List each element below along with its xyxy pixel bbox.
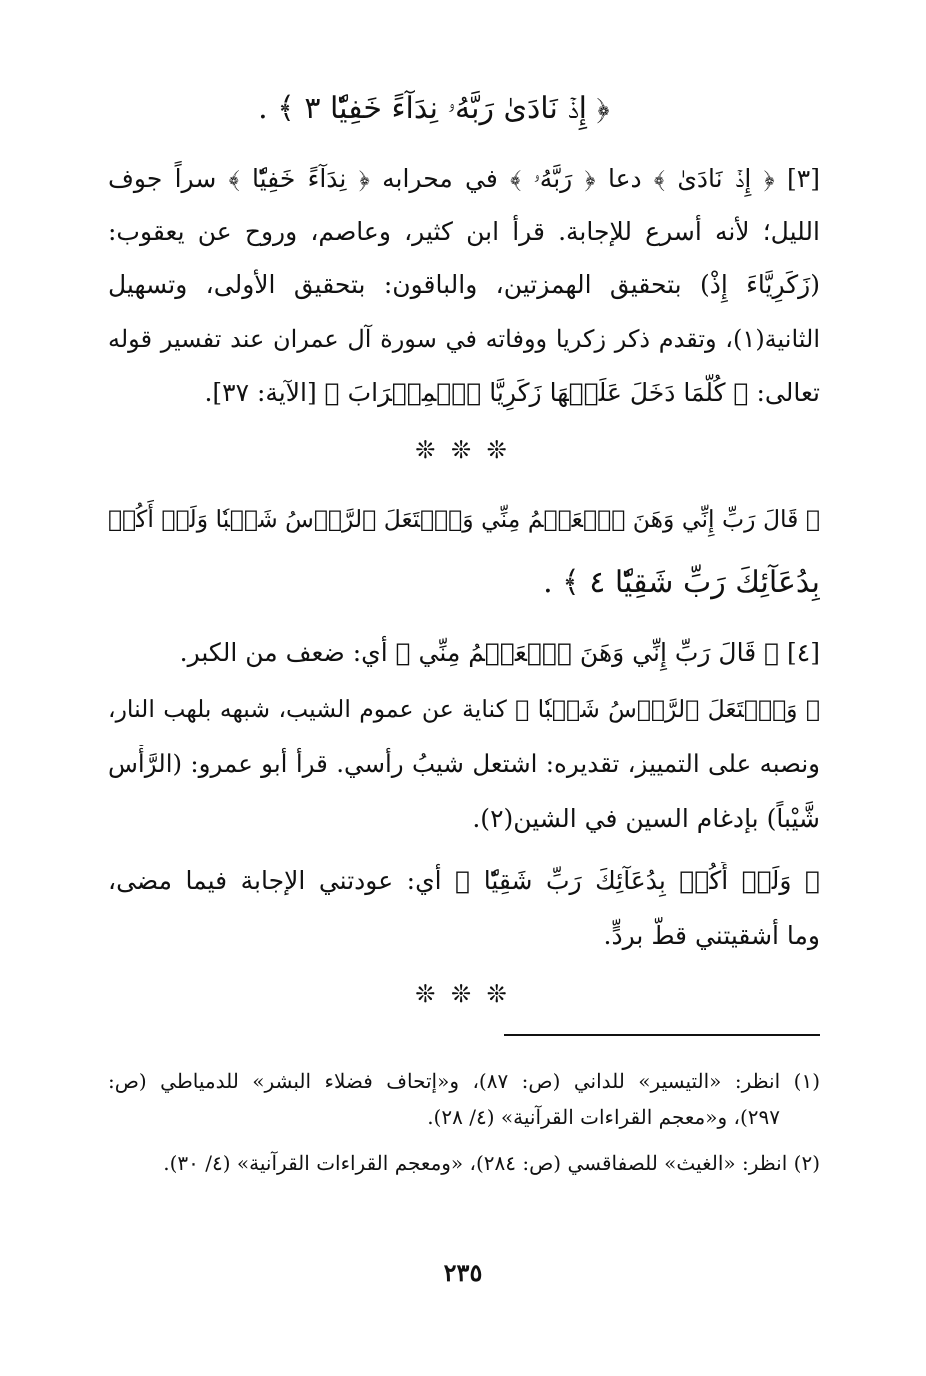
verse-4-line-2: بِدُعَآئِكَ رَبِّ شَقِيّٗا ٤ ﴾ . [543,565,820,600]
commentary-3-line-2: الليل؛ لأنه أسرع للإجابة. قرأ ابن كثير، وعاصم، وروح عن يعقوب: [108,217,820,246]
commentary-4-para-1: [٤] ﴿ قَالَ رَبِّ إِنِّي وَهَنَ ٱلۡعَظۡمُ مِنِّي ﴾ أي: ضعف من الكبر. [179,638,820,667]
commentary-3-line-1: [٣] ﴿ إِذۡ نَادَىٰ ﴾ دعا ﴿ رَبَّهُۥ ﴾ في محرابه ﴿ نِدَآءً خَفِيّٗا ﴾ سراً جوف [108,164,820,193]
verse-4-line-1: ﴿ قَالَ رَبِّ إِنِّي وَهَنَ ٱلۡعَظۡمُ مِنِّي وَٱشۡتَعَلَ ٱلرَّأۡسُ شَيۡبٗا وَلَمۡ أَكُنۢ [108,505,820,533]
footnote-2: (٢) انظر: «الغيث» للصفاقسي (ص: ٢٨٤)، «ومعجم القراءات القرآنية» (٤/ ٣٠). [163,1151,820,1175]
footnote-1-line-1: (١) انظر: «التيسير» للداني (ص: ٨٧)، و«إتحاف فضلاء البشر» للدمياطي (ص: [108,1069,820,1093]
verse-3-line: ﴿ إِذۡ نَادَىٰ رَبَّهُۥ نِدَآءً خَفِيّٗا ٣ ﴾ . [258,91,610,126]
commentary-3-line-4: الثانية(١)، وتقدم ذكر زكريا ووفاته في سورة آل عمران عند تفسير قوله [108,325,820,353]
commentary-4-para-2-line-2: ونصبه على التمييز، تقديره: اشتعل شيبُ رأسي. قرأ أبو عمرو: (الرَّأْس [108,749,820,778]
section-separator: ❊ ❊ ❊ [415,436,511,464]
page-number: ٢٣٥ [443,1258,483,1287]
commentary-3-line-3: (زَكَرِيَّاءَ إِذْ) بتحقيق الهمزتين، والباقون: بتحقيق الأولى، وتسهيل [108,270,820,299]
commentary-3-line-5: تعالى: ﴿ كُلَّمَا دَخَلَ عَلَيۡهَا زَكَرِيَّا ٱلۡمِحۡرَابَ ﴾ [الآية: ٣٧]. [204,378,820,407]
commentary-4-para-3-line-1: ﴿ وَلَمۡ أَكُنۢ بِدُعَآئِكَ رَبِّ شَقِيّٗا ﴾ أي: عودتني الإجابة فيما مضى، [108,866,820,895]
commentary-4-para-3-line-2: وما أشقيتني قطُّ بردٍّ. [603,921,820,950]
section-separator-2: ❊ ❊ ❊ [415,980,511,1008]
footnote-1-line-2: ٢٩٧)، و«معجم القراءات القرآنية» (٤/ ٢٨). [427,1105,780,1129]
commentary-4-para-2-line-1: ﴿ وَٱشۡتَعَلَ ٱلرَّأۡسُ شَيۡبٗا ﴾ كناية عن عموم الشيب، شبهه بلهب النار، [108,695,820,723]
commentary-4-para-2-line-3: شَّيْباً) بإدغام السين في الشين(٢). [472,804,820,833]
footnote-divider [504,1034,820,1036]
